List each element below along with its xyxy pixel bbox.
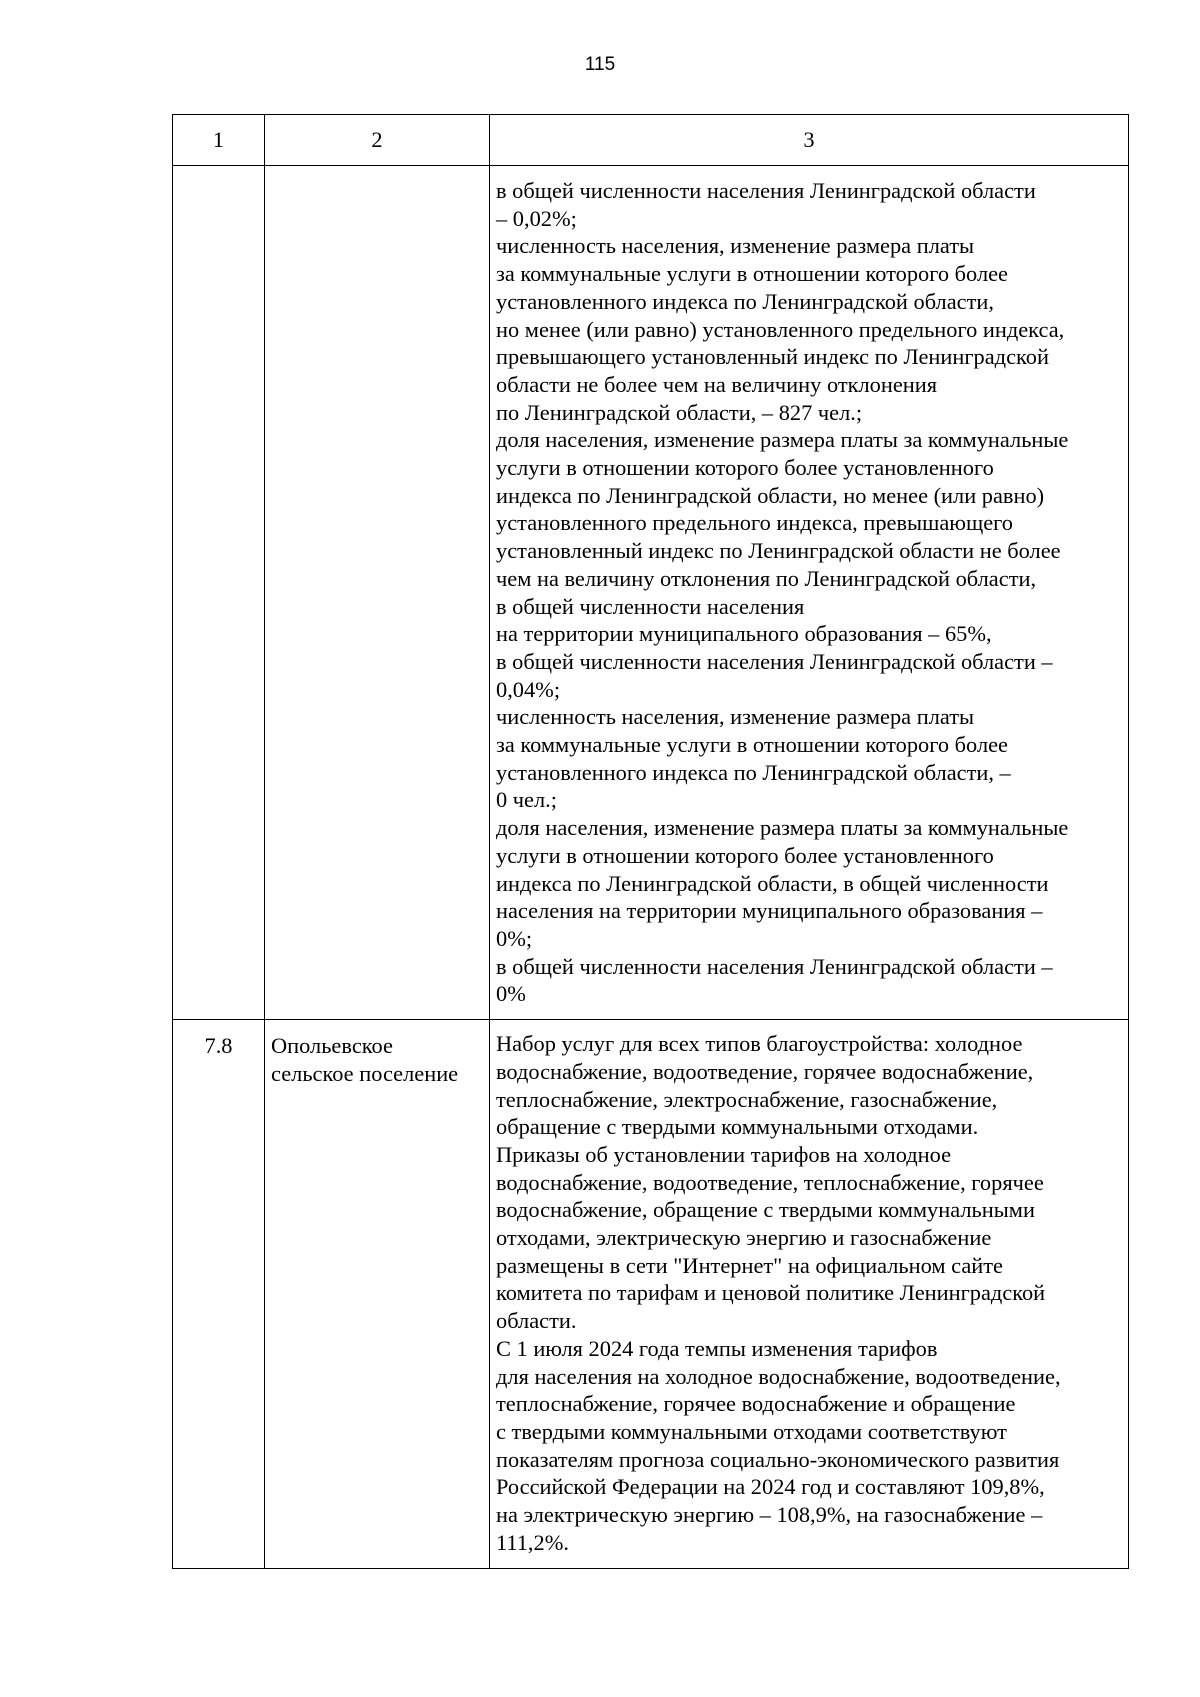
description-line: но менее (или равно) установленного предельного индекса, <box>496 316 1065 342</box>
tariff-table <box>172 114 1129 1569</box>
table-header-row <box>173 115 1129 166</box>
description-line: установленного предельного индекса, превышающего <box>496 510 1014 536</box>
description-line: за коммунальные услуги в отношении которого более <box>496 261 1008 287</box>
description-line: за коммунальные услуги в отношении которого более <box>496 732 1008 758</box>
description-line: в общей численности населения Ленинградской области – <box>496 953 1053 979</box>
description-line: теплоснабжение, электроснабжение, газоснабжение, <box>496 1086 998 1112</box>
municipality-name-cell <box>265 1020 490 1569</box>
description-line: индекса по Ленинградской области, но менее (или равно) <box>496 482 1045 508</box>
municipality-name-line: Опольевское <box>271 1033 393 1059</box>
description-line: обращение с твердыми коммунальными отходами. <box>496 1114 979 1140</box>
description-line: области. <box>496 1308 577 1334</box>
description-line: доля населения, изменение размера платы за коммунальные <box>496 815 1069 841</box>
description-line: на территории муниципального образования – 65%, <box>496 621 992 647</box>
description-line: теплоснабжение, горячее водоснабжение и обращение <box>496 1391 1016 1417</box>
description-line: численность населения, изменение размера платы <box>496 704 975 730</box>
description-line: 111,2%. <box>496 1529 569 1555</box>
description-line: 0%; <box>496 925 533 951</box>
description-line: области не более чем на величину отклонения <box>496 371 938 397</box>
description-line: населения на территории муниципального образования – <box>496 898 1043 924</box>
table-row <box>173 166 1129 1020</box>
description-line: С 1 июля 2024 года темпы изменения тарифов <box>496 1335 938 1361</box>
description-line: Приказы об установлении тарифов на холодное <box>496 1141 952 1167</box>
description-line: отходами, электрическую энергию и газоснабжение <box>496 1225 992 1251</box>
description-line: установленного индекса по Ленинградской области, – <box>496 759 1011 785</box>
municipality-name-line: сельское поселение <box>271 1060 459 1086</box>
description-line: численность населения, изменение размера платы <box>496 233 975 259</box>
description-cell <box>490 166 1129 1020</box>
description-line: по Ленинградской области, – 827 чел.; <box>496 399 863 425</box>
description-line: услуги в отношении которого более установленного <box>496 842 994 868</box>
description-line: Набор услуг для всех типов благоустройства: холодное <box>496 1031 1023 1057</box>
description-line: показателям прогноза социально-экономического развития <box>496 1446 1060 1472</box>
description-line: в общей численности населения Ленинградской области – <box>496 648 1053 674</box>
table-row <box>173 1020 1129 1569</box>
description-line: водоснабжение, обращение с твердыми коммунальными <box>496 1197 1035 1223</box>
description-line: водоснабжение, водоотведение, горячее водоснабжение, <box>496 1058 1034 1084</box>
page-number: 115 <box>584 54 616 75</box>
column-header-3: 3 <box>490 115 1129 166</box>
description-line: в общей численности населения Ленинградской области <box>496 178 1036 203</box>
description-line: 0 чел.; <box>496 787 557 813</box>
description-line: превышающего установленный индекс по Ленинградской <box>496 344 1049 370</box>
description-line: с твердыми коммунальными отходами соответствуют <box>496 1418 1007 1444</box>
description-line: в общей численности населения <box>496 593 805 619</box>
description-line: для населения на холодное водоснабжение, водоотведение, <box>496 1363 1061 1389</box>
description-line: комитета по тарифам и ценовой политике Ленинградской <box>496 1280 1046 1306</box>
description-line: Российской Федерации на 2024 год и составляют 109,8%, <box>496 1474 1045 1500</box>
description-line: размещены в сети "Интернет" на официальном сайте <box>496 1252 1003 1278</box>
column-header-2: 2 <box>265 115 490 166</box>
description-line: чем на величину отклонения по Ленинградской области, <box>496 565 1037 591</box>
description-line: установленного индекса по Ленинградской области, <box>496 288 994 314</box>
row-number-cell: 7.8 <box>173 1020 265 1569</box>
description-line: установленный индекс по Ленинградской области не более <box>496 538 1061 564</box>
description-line: – 0,02%; <box>496 205 577 231</box>
description-cell <box>490 1020 1129 1569</box>
description-line: доля населения, изменение размера платы за коммунальные <box>496 427 1069 453</box>
description-line: 0,04%; <box>496 676 561 702</box>
description-line: 0% <box>496 981 526 1007</box>
description-line: индекса по Ленинградской области, в общей численности <box>496 870 1049 896</box>
description-line: водоснабжение, водоотведение, теплоснабжение, горячее <box>496 1169 1044 1195</box>
description-line: на электрическую энергию – 108,9%, на газоснабжение – <box>496 1502 1043 1528</box>
row-number-cell <box>173 166 265 1020</box>
municipality-name-cell <box>265 166 490 1020</box>
description-line: услуги в отношении которого более установленного <box>496 455 994 481</box>
column-header-1: 1 <box>173 115 265 166</box>
